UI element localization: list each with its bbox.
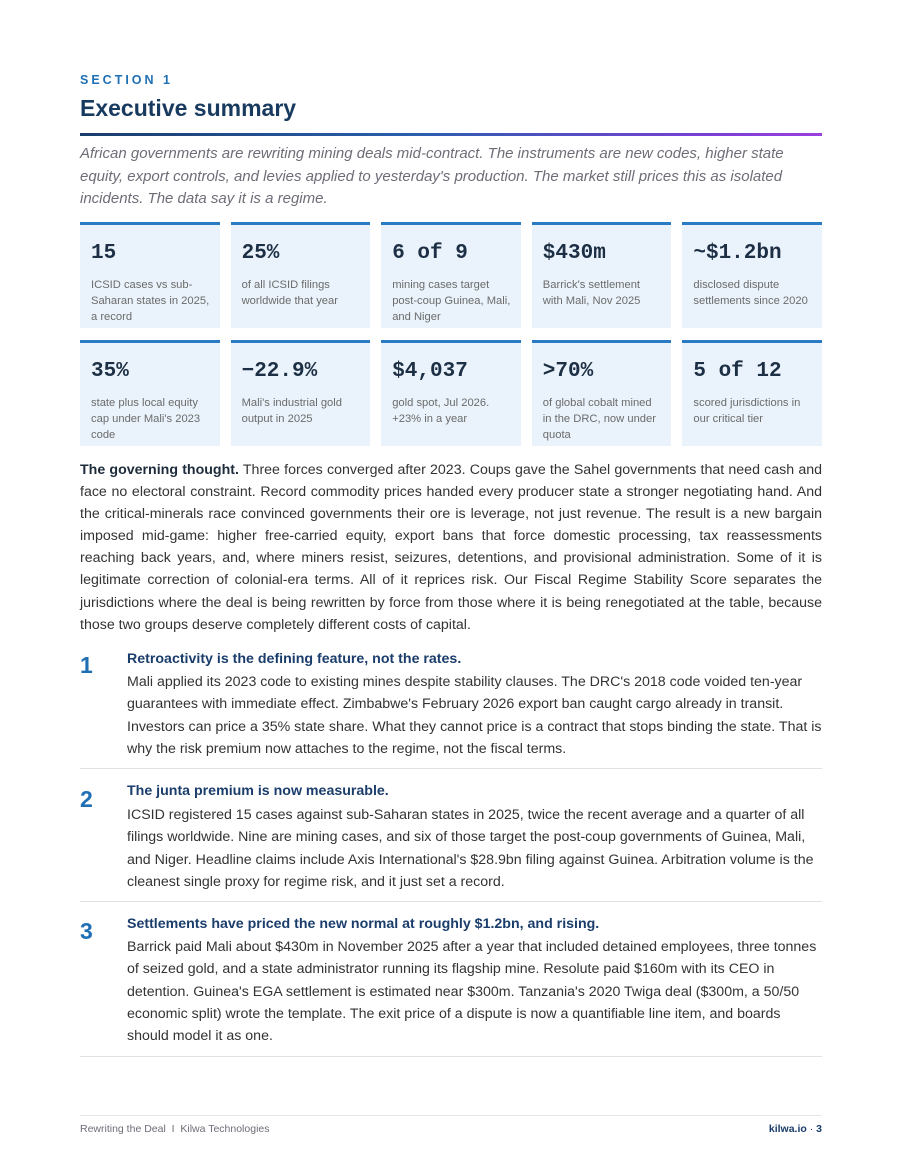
section-label: SECTION 1 bbox=[80, 73, 173, 87]
footer-publication: Rewriting the Deal I Kilwa Technologies bbox=[80, 1123, 270, 1135]
governing-thought-text: Three forces converged after 2023. Coups gave the Sahel governments that need cash and face no electoral constraint. Record commodity prices handed every producer state a stronger negotiating hand. And the critical-minerals race convinced governments their ore is leverage, not just revenue. The result is a new bargain imposed mid-game: higher free-carried equity, export bans that force domestic processing, tax reassessments reaching back years, and, where miners resist, seizures, detentions, and provisional administration. Some of it is legitimate correction of colonial-era terms. All of it reprices risk. Our Fiscal Regime Stability Score separates the jurisdictions where the deal is being rewritten by force from those where it is being renegotiated at the table, because those two groups deserve completely different costs of capital. bbox=[80, 462, 823, 633]
finding-text: Mali applied its 2023 code to existing mines despite stability clauses. The DRC's 2018 code voided ten-year guarantees with immediate effect. Zimbabwe's February 2026 export ban caught cargo already in transit. Investors can price a 35% state share. What they cannot price is a contract that stops binding the state. That is why the risk premium now attaches to the regime, not the fiscal terms. bbox=[127, 674, 822, 757]
stat-card bbox=[80, 222, 220, 328]
stat-card bbox=[381, 222, 521, 328]
finding-divider bbox=[80, 1056, 822, 1057]
stat-caption: disclosed dispute settlements since 2020 bbox=[693, 279, 808, 307]
stat-caption: scored jurisdictions in our critical tier bbox=[693, 397, 801, 425]
stat-cards-row-2 bbox=[80, 340, 822, 446]
finding-text: Barrick paid Mali about $430m in November 2025 after a year that included detained employees, three tonnes of seized gold, and a state administrator running its flagship mine. Resolute paid $160m with its CEO in detention. Guinea's EGA settlement is estimated near $300m. Tanzania's 2020 Twiga deal ($300m, a 50/50 economic split) wrote the template. The exit price of a dispute is now a quantifiable line item, and boards should model it as one. bbox=[127, 939, 817, 1045]
stat-caption: gold spot, Jul 2026. +23% in a year bbox=[392, 397, 490, 425]
stat-value: $4,037 bbox=[392, 360, 468, 383]
report-page bbox=[80, 0, 822, 1166]
stat-caption: state plus local equity cap under Mali's 2023 code bbox=[91, 397, 201, 441]
finding-divider bbox=[80, 768, 822, 769]
stat-caption: Barrick's settlement with Mali, Nov 2025 bbox=[542, 279, 641, 307]
footer-separator: · bbox=[809, 1123, 814, 1135]
page-title: Executive summary bbox=[80, 95, 297, 121]
stat-card bbox=[532, 340, 672, 446]
stat-value: >70% bbox=[542, 360, 594, 383]
stat-value: 5 of 12 bbox=[693, 360, 782, 383]
finding-number: 2 bbox=[80, 786, 93, 812]
stat-caption: of global cobalt mined in the DRC, now under quota bbox=[542, 397, 656, 441]
stat-value: 35% bbox=[91, 360, 129, 383]
stat-caption: Mali's industrial gold output in 2025 bbox=[241, 397, 342, 425]
stat-value: ~$1.2bn bbox=[693, 242, 782, 265]
footer-page-info bbox=[769, 1123, 822, 1135]
stat-value: −22.9% bbox=[241, 360, 318, 383]
stat-value: $430m bbox=[542, 242, 606, 265]
governing-thought-lead: The governing thought. bbox=[80, 462, 239, 478]
title-gradient-rule bbox=[80, 133, 822, 136]
stat-value: 25% bbox=[241, 242, 280, 265]
stat-card bbox=[682, 222, 822, 328]
finding-text: ICSID registered 15 cases against sub-Saharan states in 2025, twice the recent average and a quarter of all filings worldwide. Nine are mining cases, and six of those target the post-coup governments of Guinea, Mali, and Niger. Headline claims include Axis International's $28.9bn filing against Guinea. Arbitration volume is the cleanest single proxy for regime risk, and it just set a record. bbox=[127, 807, 814, 890]
finding-number: 3 bbox=[80, 918, 93, 944]
page-number: 3 bbox=[816, 1123, 822, 1135]
stat-value: 15 bbox=[91, 242, 117, 265]
stat-cards-row-1 bbox=[80, 222, 822, 328]
stat-card bbox=[381, 340, 521, 446]
stat-value: 6 of 9 bbox=[392, 242, 468, 265]
lede-paragraph: African governments are rewriting mining deals mid-contract. The instruments are new codes, higher state equity, export controls, and levies applied to yesterday's production. The market still prices this as isolated incidents. The data say it is a regime. bbox=[80, 145, 784, 207]
finding-heading: The junta premium is now measurable. bbox=[127, 783, 389, 799]
footer-divider bbox=[80, 1115, 822, 1116]
finding-number: 1 bbox=[80, 652, 93, 678]
stat-card bbox=[231, 222, 371, 328]
stat-card bbox=[231, 340, 371, 446]
finding-divider bbox=[80, 901, 822, 902]
stat-caption: of all ICSID filings worldwide that year bbox=[241, 279, 338, 307]
stat-caption: mining cases target post-coup Guinea, Mali, and Niger bbox=[392, 279, 511, 323]
stat-card bbox=[80, 340, 220, 446]
footer-site-link[interactable]: kilwa.io bbox=[768, 1123, 807, 1135]
stat-card bbox=[532, 222, 672, 328]
stat-caption: ICSID cases vs sub-Saharan states in 2025, a record bbox=[91, 279, 210, 323]
governing-thought-paragraph bbox=[80, 459, 822, 636]
finding-heading: Settlements have priced the new normal at roughly $1.2bn, and rising. bbox=[127, 916, 600, 932]
stat-card bbox=[682, 340, 822, 446]
finding-heading: Retroactivity is the defining feature, not the rates. bbox=[127, 651, 462, 667]
